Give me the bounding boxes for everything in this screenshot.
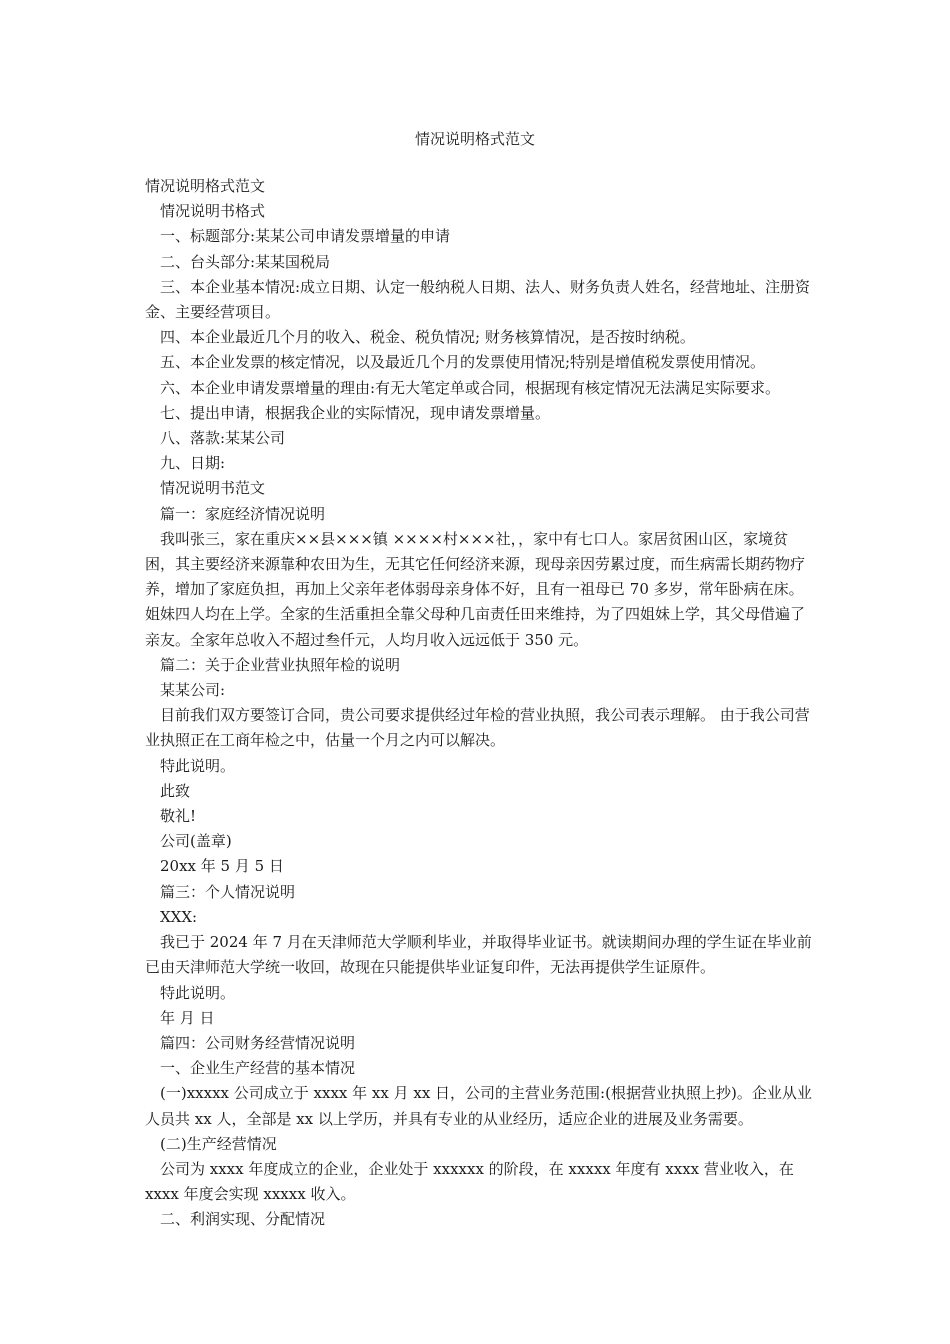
paragraph: 公司(盖章) [160, 832, 232, 851]
paragraph: 篇三：个人情况说明 [160, 882, 296, 901]
document-body [145, 174, 813, 1233]
paragraph: 九、日期: [160, 454, 226, 473]
paragraph: 一、标题部分:某某公司申请发票增量的申请 [160, 227, 451, 246]
paragraph: 篇四：公司财务经营情况说明 [160, 1033, 356, 1052]
paragraph: 敬礼! [160, 807, 197, 826]
paragraph: 特此说明。 [160, 756, 236, 775]
paragraph: 情况说明格式范文 [145, 177, 266, 195]
paragraph: (二)生产经营情况 [160, 1134, 277, 1153]
paragraph: 我已于 2024 年 7 月在天津师范大学顺利毕业，并取得毕业证书。就读期间办理的学生证在毕业前已由天津师范大学统一收回，故现在只能提供毕业证复印件，无法再提供学生证原件。 [145, 933, 812, 977]
paragraph: 目前我们双方要签订合同，贵公司要求提供经过年检的营业执照，我公司表示理解。 由于我公司营业执照正在工商年检之中，估量一个月之内可以解决。 [145, 706, 810, 750]
paragraph: (一)xxxxx 公司成立于 xxxx 年 xx 月 xx 日，公司的主营业务范围:(根据营业执照上抄)。企业从业人员共 xx 人，全部是 xx 以上学历，并具有专业的从业经历，适应企业的进展及业务需要。 [145, 1084, 812, 1128]
paragraph: 八、落款:某某公司 [160, 429, 286, 448]
paragraph: 特此说明。 [160, 983, 236, 1002]
paragraph: 我叫张三，家在重庆××县×××镇 ××××村×××社，，家中有七口人。家居贫困山区，家境贫困，其主要经济来源靠种农田为生，无其它任何经济来源，现母亲因劳累过度，而生病需长期药物疗养，增加了家庭负担，再加上父亲年老体弱母亲身体不好，且有一祖母已 70 多岁，常年卧病在床。姐妹四人均在上学。全家的生活重担全靠父母种几亩责任田来维持，为了四姐妹上学，其父母借遍了亲友。全家年总收入不超过叁仟元，人均月收入远远低于 350 元。 [145, 529, 806, 649]
paragraph: 三、本企业基本情况:成立日期、认定一般纳税人日期、法人、财务负责人姓名，经营地址、注册资金、主要经营项目。 [145, 277, 811, 322]
paragraph: 七、提出申请，根据我企业的实际情况，现申请发票增量。 [160, 403, 551, 422]
paragraph: 篇一：家庭经济情况说明 [160, 504, 326, 523]
paragraph: XXX: [160, 907, 198, 926]
page-title: 情况说明格式范文 [414, 130, 535, 148]
paragraph: 二、利润实现、分配情况 [160, 1210, 326, 1229]
paragraph: 四、本企业最近几个月的收入、税金、税负情况; 财务核算情况，是否按时纳税。 [160, 328, 695, 347]
paragraph: 此致 [160, 781, 191, 800]
paragraph: 一、企业生产经营的基本情况 [160, 1059, 356, 1078]
paragraph: 五、本企业发票的核定情况，以及最近几个月的发票使用情况;特别是增值税发票使用情况。 [160, 353, 766, 372]
paragraph: 某某公司: [160, 681, 226, 700]
paragraph: 20xx 年 5 月 5 日 [160, 857, 284, 876]
paragraph: 篇二：关于企业营业执照年检的说明 [160, 655, 401, 674]
paragraph: 年 月 日 [160, 1008, 215, 1027]
paragraph: 情况说明书范文 [160, 479, 266, 498]
paragraph: 公司为 xxxx 年度成立的企业，企业处于 xxxxxx 的阶段，在 xxxxx 年度有 xxxx 营业收入，在 xxxx 年度会实现 xxxxx 收入。 [145, 1159, 794, 1204]
paragraph: 六、本企业申请发票增量的理由:有无大笔定单或合同，根据现有核定情况无法满足实际要求。 [160, 378, 781, 397]
paragraph: 二、台头部分:某某国税局 [160, 252, 331, 271]
paragraph: 情况说明书格式 [160, 202, 266, 221]
